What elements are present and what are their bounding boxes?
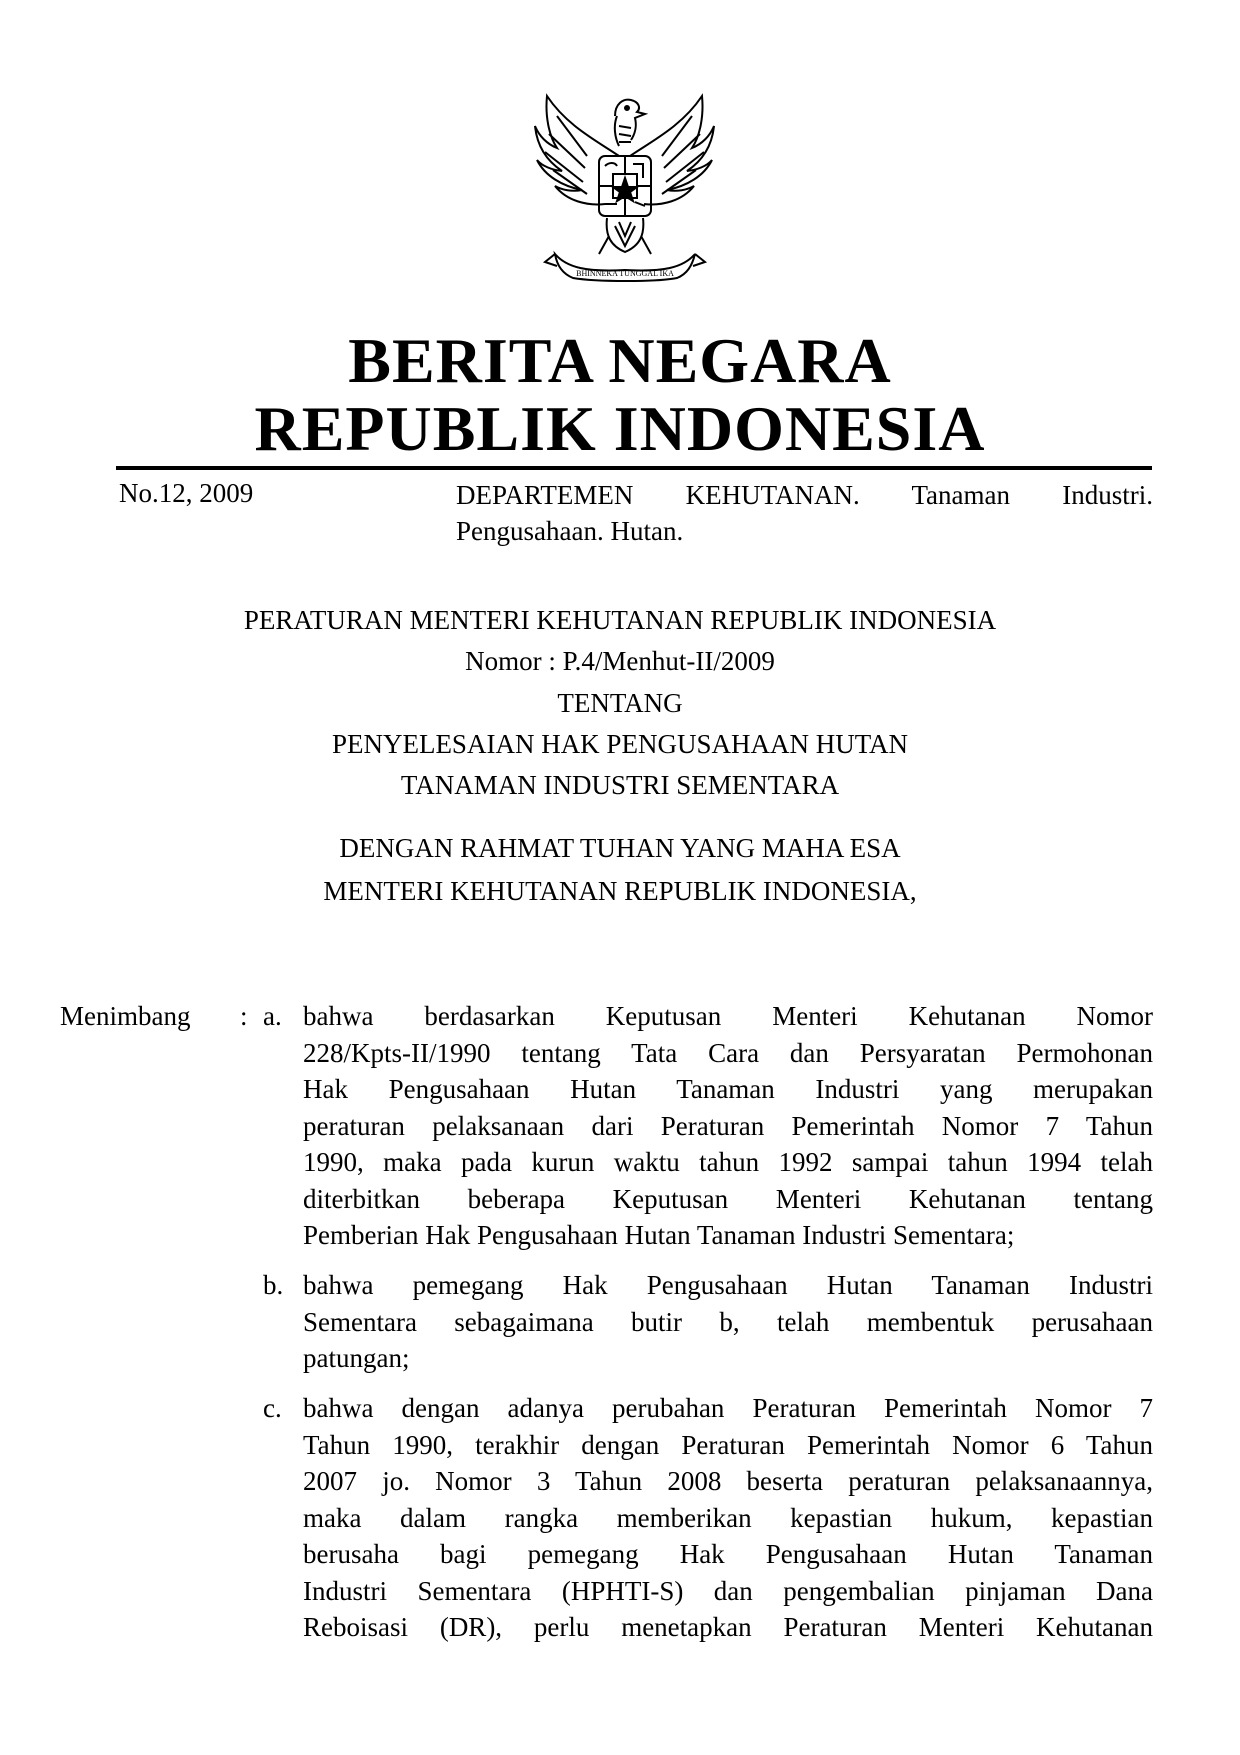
regulation-about: TENTANG [557,688,683,718]
regulation-subject-line1: PENYELESAIAN HAK PENGUSAHAAN HUTAN [331,729,909,759]
considering-item-a-marker: a. [263,1001,282,1031]
considering-label: Menimbang [60,1001,191,1031]
masthead-title-line2: REPUBLIK INDONESIA [254,393,986,464]
garuda-pancasila-emblem-icon [527,86,722,298]
emblem-motto: BHINNEKA TUNGGAL IKA [576,269,674,278]
considering-item-a-line: peraturan pelaksanaan dari Peraturan Pemerintah Nomor 7 Tahun [303,1110,1153,1141]
considering-item-a-line: Hak Pengusahaan Hutan Tanaman Industri yang merupakan [303,1074,1153,1104]
regulation-issuer: MENTERI KEHUTANAN REPUBLIK INDONESIA, [323,876,917,906]
considering-item-c-line: Tahun 1990, terakhir dengan Peraturan Pemerintah Nomor 6 Tahun [303,1429,1153,1460]
considering-item-a-line: bahwa berdasarkan Keputusan Menteri Kehutanan Nomor [303,1001,1153,1031]
issue-number: No.12, 2009 [119,478,254,508]
considering-item-b [303,1267,1153,1377]
considering-item-a-line: 228/Kpts-II/1990 tentang Tata Cara dan Persyaratan Permohonan [303,1037,1153,1068]
considering-item-b-line: patungan; [303,1343,410,1373]
considering-item-c-line: bahwa dengan adanya perubahan Peraturan Pemerintah Nomor 7 [303,1393,1153,1423]
considering-item-a-line: diterbitkan beberapa Keputusan Menteri Kehutanan tentang [303,1183,1153,1214]
considering-item-c-line: 2007 jo. Nomor 3 Tahun 2008 beserta peraturan pelaksanaannya, [303,1466,1153,1496]
issue-subject [456,477,1153,549]
considering-colon: : [240,1001,248,1031]
considering-item-a-line: 1990, maka pada kurun waktu tahun 1992 sampai tahun 1994 telah [303,1147,1153,1177]
masthead-title-line1: BERITA NEGARA [348,325,892,396]
considering-item-c-line: Industri Sementara (HPHTI-S) dan pengembalian pinjaman Dana [303,1575,1153,1606]
masthead-divider [116,466,1152,470]
regulation-title: PERATURAN MENTERI KEHUTANAN REPUBLIK INDONESIA [243,605,997,635]
considering-item-c-line: Reboisasi (DR), perlu menetapkan Peraturan Menteri Kehutanan [303,1612,1153,1642]
considering-item-a-line: Pemberian Hak Pengusahaan Hutan Tanaman Industri Sementara; [303,1220,1015,1250]
issue-subject-line2: Pengusahaan. Hutan. [456,516,684,546]
regulation-number: Nomor : P.4/Menhut-II/2009 [465,646,775,676]
considering-item-c [303,1390,1153,1646]
considering-item-b-marker: b. [263,1270,284,1300]
considering-item-c-marker: c. [263,1393,282,1423]
regulation-grace: DENGAN RAHMAT TUHAN YANG MAHA ESA [339,833,901,863]
considering-item-b-line: Sementara sebagaimana butir b, telah membentuk perusahaan [303,1306,1153,1337]
considering-item-a [303,998,1153,1254]
considering-item-c-line: maka dalam rangka memberikan kepastian hukum, kepastian [303,1502,1153,1533]
considering-item-b-line: bahwa pemegang Hak Pengusahaan Hutan Tanaman Industri [303,1270,1153,1300]
considering-item-c-line: berusaha bagi pemegang Hak Pengusahaan Hutan Tanaman [303,1539,1153,1569]
regulation-subject-line2: TANAMAN INDUSTRI SEMENTARA [400,770,840,800]
issue-subject-line1: DEPARTEMEN KEHUTANAN. Tanaman Industri. [456,480,1153,510]
